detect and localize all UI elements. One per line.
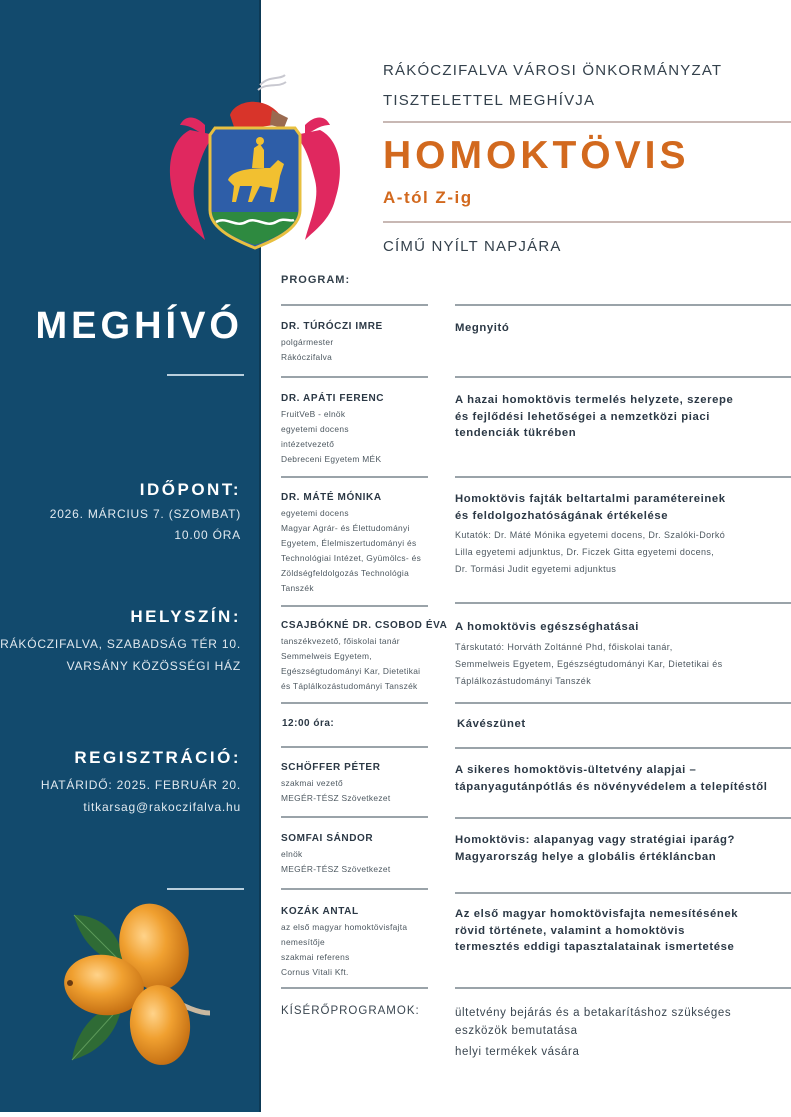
talk bbox=[455, 906, 791, 956]
date-heading: IDŐPONT: bbox=[139, 480, 241, 499]
program-label: PROGRAM: bbox=[281, 274, 351, 286]
talk-detail: Kutatók: Dr. Máté Mónika egyetemi docens, Dr. Szalóki-Dorkó bbox=[455, 530, 726, 540]
speaker bbox=[281, 393, 441, 467]
break-time: 12:00 óra: bbox=[282, 718, 335, 729]
speaker-role: polgármester bbox=[281, 337, 334, 347]
coat-of-arms-icon bbox=[160, 70, 350, 250]
speaker bbox=[281, 762, 441, 806]
talk bbox=[457, 716, 791, 733]
divider bbox=[167, 374, 244, 376]
divider bbox=[281, 987, 428, 989]
talk-detail: Semmelweis Egyetem, Egészségtudományi Kar, Dietetikai és bbox=[455, 658, 723, 669]
speaker bbox=[281, 492, 441, 596]
speaker-role: Tanszék bbox=[281, 583, 314, 593]
registration-email[interactable]: titkarsag@rakoczifalva.hu bbox=[83, 800, 241, 814]
talk-title: A sikeres homoktövis-ültetvény alapjai – bbox=[455, 764, 697, 776]
invitation-title: MEGHÍVÓ bbox=[35, 305, 243, 347]
talk bbox=[455, 392, 791, 442]
speaker-role: az első magyar homoktövisfajta bbox=[281, 922, 408, 932]
speaker-role: Debreceni Egyetem MÉK bbox=[281, 454, 382, 464]
divider bbox=[455, 987, 791, 989]
talk-title: tápanyagutánpótlás és növényvédelem a telepítéstől bbox=[455, 780, 768, 793]
divider bbox=[455, 304, 791, 306]
talk-detail: Társkutató: Horváth Zoltánné Phd, főiskolai tanár, bbox=[455, 641, 673, 652]
divider bbox=[383, 221, 791, 223]
speaker-role: Semmelweis Egyetem, bbox=[281, 651, 372, 661]
talk-title: termesztés eddigi tapasztalatainak ismertetése bbox=[455, 941, 735, 953]
talk bbox=[455, 320, 791, 337]
divider bbox=[455, 602, 791, 604]
speaker-role: MEGÉR-TÉSZ Szövetkezet bbox=[281, 864, 391, 874]
talk-title: és feldolgozhatóságának értékelése bbox=[455, 509, 669, 522]
speaker-name: KOZÁK ANTAL bbox=[281, 906, 359, 917]
speaker-role: egyetemi docens bbox=[281, 508, 349, 518]
talk bbox=[455, 619, 791, 690]
date-line: 2026. MÁRCIUS 7. (SZOMBAT) bbox=[49, 507, 241, 521]
divider bbox=[455, 476, 791, 478]
speaker-role: intézetvezető bbox=[281, 439, 335, 449]
registration-heading: REGISZTRÁCIÓ: bbox=[74, 748, 241, 767]
talk-title: tendenciák tükrében bbox=[455, 427, 577, 439]
talk bbox=[455, 762, 791, 795]
side-program-item: ültetvény bejárás és a betakarításhoz szükséges bbox=[455, 1007, 732, 1019]
side-program-item: eszközök bemutatása bbox=[455, 1025, 578, 1037]
talk-detail: Táplálkozástudományi Tanszék bbox=[455, 675, 592, 686]
venue-name: VARSÁNY KÖZÖSSÉGI HÁZ bbox=[66, 659, 241, 673]
speaker-role: szakmai referens bbox=[281, 952, 350, 962]
talk-title: A homoktövis egészséghatásai bbox=[455, 621, 640, 633]
divider bbox=[281, 605, 428, 607]
speaker-role: Rákóczifalva bbox=[281, 352, 333, 362]
talk-title: Magyarország helye a globális értékláncban bbox=[455, 850, 717, 863]
speaker-name: DR. MÁTÉ MÓNIKA bbox=[281, 492, 382, 503]
talk-detail: Dr. Tormási Judit egyetemi adjunktus bbox=[455, 564, 617, 574]
speaker-role: MEGÉR-TÉSZ Szövetkezet bbox=[281, 793, 391, 803]
speaker-role: Technológiai Intézet, Gyümölcs- és bbox=[281, 553, 422, 563]
divider bbox=[383, 121, 791, 123]
talk-title: A hazai homoktövis termelés helyzete, szerepe bbox=[455, 394, 734, 406]
speaker-role: Egészségtudományi Kar, Dietetikai bbox=[281, 666, 421, 676]
speaker bbox=[281, 620, 448, 694]
speaker-name: SCHÖFFER PÉTER bbox=[281, 762, 381, 773]
side-program-item: helyi termékek vására bbox=[455, 1046, 580, 1058]
event-title: HOMOKTÖVIS bbox=[383, 134, 690, 177]
talk-title: rövid története, valamint a homoktövis bbox=[455, 924, 685, 937]
speaker-role: Magyar Agrár- és Élettudományi bbox=[281, 523, 410, 533]
divider bbox=[281, 376, 428, 378]
speaker-role: Cornus Vitali Kft. bbox=[281, 967, 349, 977]
speaker-name: DR. TÚRÓCZI IMRE bbox=[281, 321, 383, 332]
talk bbox=[455, 832, 791, 865]
divider bbox=[281, 746, 428, 748]
registration-deadline: HATÁRIDŐ: 2025. FEBRUÁR 20. bbox=[40, 778, 241, 792]
speaker bbox=[281, 321, 441, 365]
divider bbox=[455, 892, 791, 894]
speaker-role: Zöldségfeldolgozás Technológia bbox=[281, 568, 410, 578]
event-subtitle: A-tól Z-ig bbox=[383, 188, 473, 207]
talk-title: és fejlődési lehetőségei a nemzetközi piaci bbox=[455, 410, 710, 423]
speaker-name: DR. APÁTI FERENC bbox=[281, 393, 385, 404]
speaker-role: egyetemi docens bbox=[281, 424, 349, 434]
divider bbox=[281, 476, 428, 478]
divider bbox=[455, 817, 791, 819]
talk bbox=[455, 491, 791, 578]
speaker bbox=[281, 833, 441, 877]
talk-title: Megnyitó bbox=[455, 322, 510, 334]
speaker-role: és Táplálkozástudományi Tanszék bbox=[281, 681, 418, 691]
venue-address: RÁKÓCZIFALVA, SZABADSÁG TÉR 10. bbox=[0, 637, 241, 651]
venue-heading: HELYSZÍN: bbox=[130, 607, 241, 626]
divider bbox=[455, 376, 791, 378]
break-title: Kávészünet bbox=[457, 718, 526, 730]
divider bbox=[167, 888, 244, 890]
speaker-name: SOMFAI SÁNDOR bbox=[281, 833, 374, 844]
speaker-name: CSAJBÓKNÉ DR. CSOBOD ÉVA bbox=[281, 620, 448, 631]
divider bbox=[281, 702, 428, 704]
divider bbox=[281, 888, 428, 890]
speaker-role: szakmai vezető bbox=[281, 778, 343, 788]
divider bbox=[281, 304, 428, 306]
event-type: CÍMŰ NYÍLT NAPJÁRA bbox=[383, 238, 562, 255]
speaker bbox=[281, 906, 441, 980]
organizer: RÁKÓCZIFALVA VÁROSI ÖNKORMÁNYZAT bbox=[383, 62, 723, 79]
divider bbox=[281, 816, 428, 818]
divider bbox=[455, 702, 791, 704]
talk-title: Homoktövis fajták beltartalmi paramétereinek bbox=[455, 493, 726, 505]
speaker-role: elnök bbox=[281, 849, 303, 859]
speaker-role: nemesítője bbox=[281, 937, 325, 947]
talk-title: Az első magyar homoktövisfajta nemesítésének bbox=[455, 908, 739, 920]
invitation-line: TISZTELETTEL MEGHÍVJA bbox=[383, 92, 596, 109]
time-line: 10.00 ÓRA bbox=[174, 528, 241, 542]
divider bbox=[455, 747, 791, 749]
speaker-role: FruitVeB - elnök bbox=[281, 409, 346, 419]
speaker-role: Egyetem, Élelmiszertudományi és bbox=[281, 538, 417, 548]
side-programs-label: KÍSÉRŐPROGRAMOK: bbox=[281, 1005, 420, 1017]
talk-detail: Lilla egyetemi adjunktus, Dr. Ficzek Gitta egyetemi docens, bbox=[455, 547, 715, 557]
sea-buckthorn-berries-icon bbox=[62, 895, 222, 1065]
speaker-role: tanszékvezető, főiskolai tanár bbox=[281, 636, 400, 646]
talk-title: Homoktövis: alapanyag vagy stratégiai iparág? bbox=[455, 834, 736, 846]
